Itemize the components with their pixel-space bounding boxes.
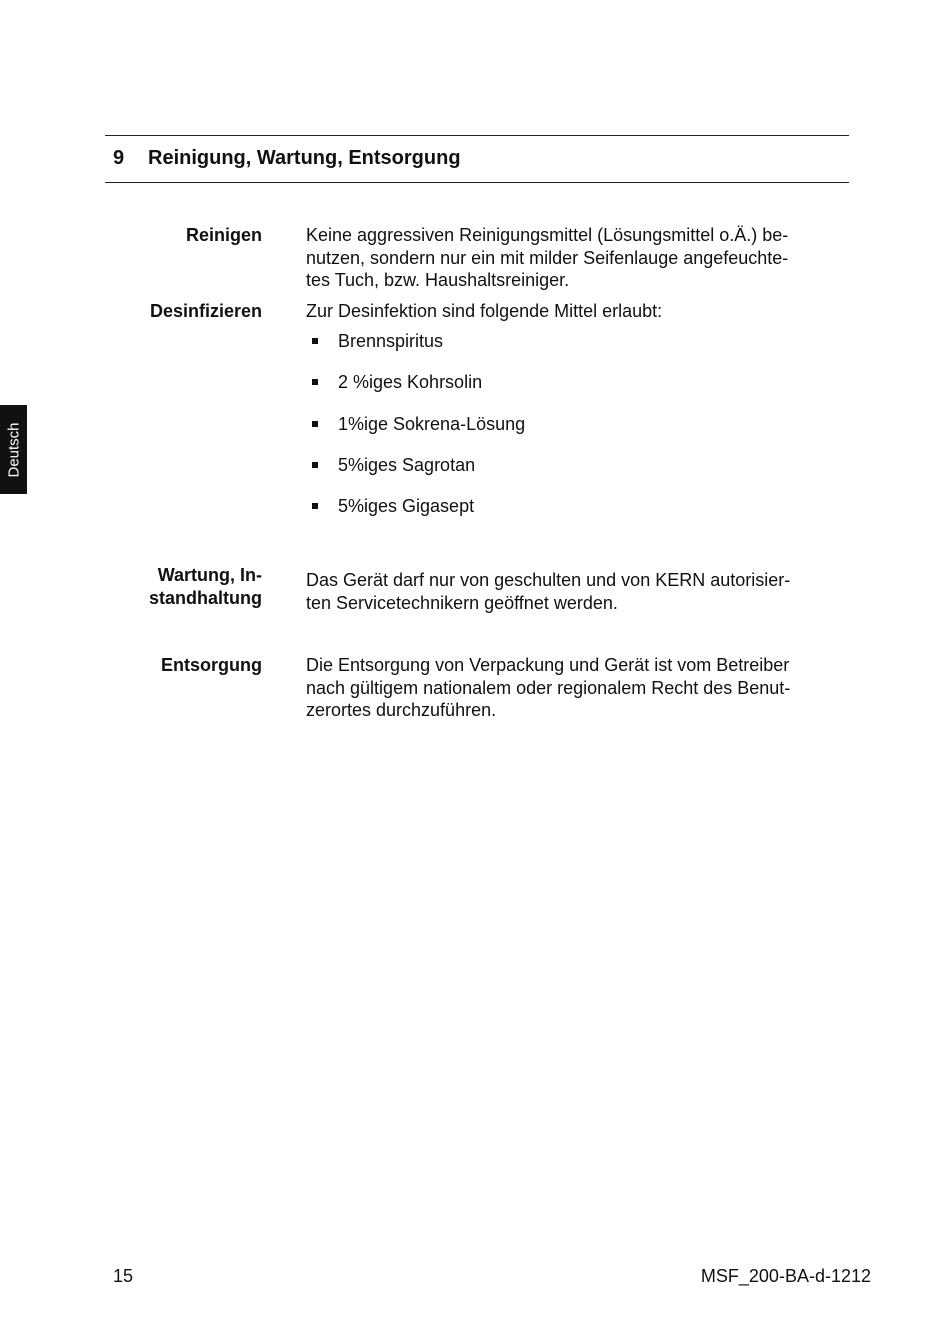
disposal-text: Die Entsorgung von Verpackung und Gerät ist vom Betreiber nach gültigem nationalem oder regionalem Recht des Benut- zerortes durchzuführen.: [306, 655, 791, 720]
list-item-text: Brennspiritus: [338, 331, 444, 351]
list-item-text: 5%iges Gigasept: [338, 496, 475, 517]
page-number: 15: [113, 1266, 134, 1286]
cleaning-text: Keine aggressiven Reinigungsmittel (Lösungsmittel o.Ä.) be- nutzen, sondern nur ein mit milder Seifenlauge angefeuchte- tes Tuch, bzw. Haushaltsreiniger.: [306, 225, 789, 290]
bullet-square-icon: [312, 338, 318, 344]
maintenance-label-line1: Wartung, In-: [157, 565, 262, 585]
document-id: MSF_200-BA-d-1212: [700, 1266, 871, 1286]
list-item-text: 1%ige Sokrena-Lösung: [338, 413, 526, 434]
chapter-number: 9: [113, 147, 125, 169]
header-rule-top: [105, 135, 849, 136]
chapter-heading: [113, 147, 461, 170]
disposal-label: Entsorgung: [161, 655, 262, 675]
maintenance-label: [149, 564, 262, 610]
list-item: [306, 412, 525, 453]
maintenance-text: Das Gerät darf nur von geschulten und von KERN autorisier- ten Servicetechnikern geöffnet werden.: [306, 570, 791, 613]
bullet-square-icon: [312, 462, 318, 468]
bullet-square-icon: [312, 421, 318, 427]
list-item: [306, 494, 525, 535]
disinfection-label: Desinfizieren: [149, 301, 262, 321]
bullet-square-icon: [312, 503, 318, 509]
header-rule-bottom: [105, 182, 849, 183]
language-tab-label: Deutsch: [5, 421, 22, 478]
list-item: [306, 370, 525, 411]
list-item: [306, 453, 525, 494]
list-item-text: 5%iges Sagrotan: [338, 454, 476, 475]
disinfection-intro: Zur Desinfektion sind folgende Mittel erlaubt:: [306, 301, 663, 321]
chapter-title: Reinigung, Wartung, Entsorgung: [148, 147, 461, 169]
bullet-square-icon: [312, 379, 318, 385]
language-tab: [0, 405, 27, 494]
list-item-text: 2 %iges Kohrsolin: [338, 372, 483, 393]
cleaning-label: Reinigen: [185, 225, 262, 245]
disinfectant-list: [306, 329, 525, 535]
maintenance-label-line2: standhaltung: [149, 588, 262, 608]
list-item: [306, 329, 525, 370]
